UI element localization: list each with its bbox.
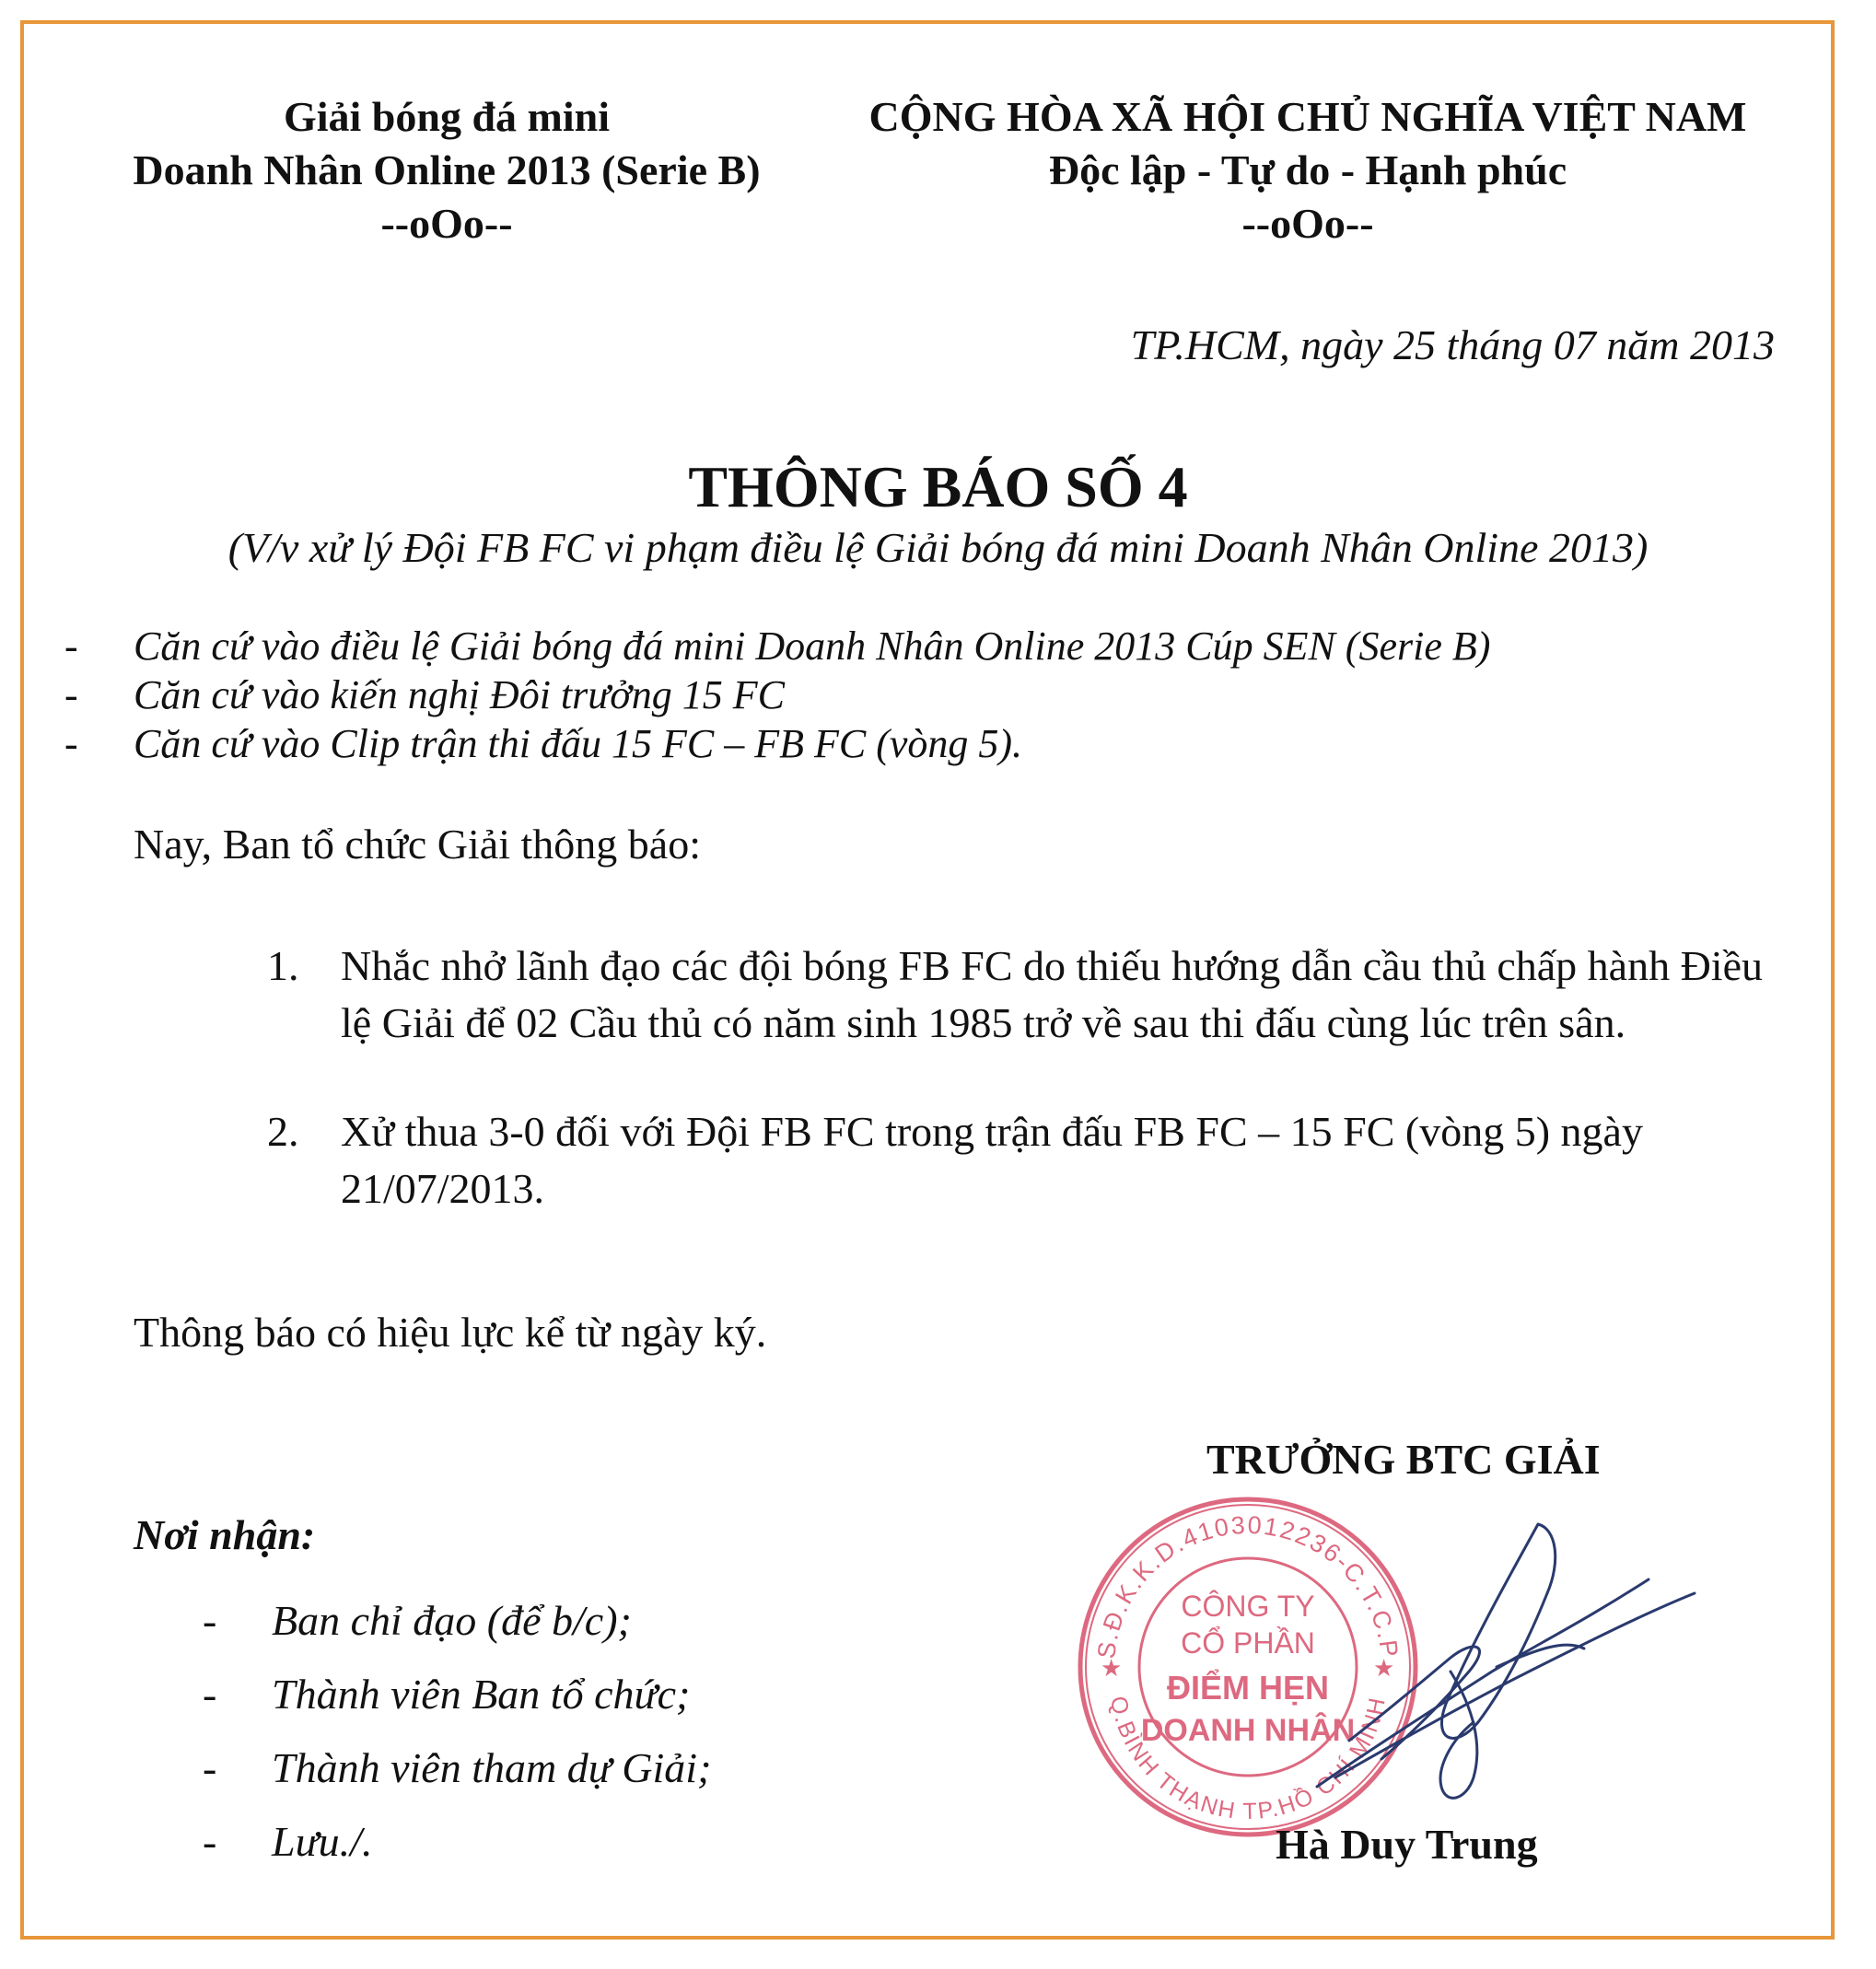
stamp-center-line: CỔ PHẦN [1181,1626,1315,1660]
effective-statement: Thông báo có hiệu lực kể từ ngày ký. [134,1309,767,1356]
national-header [810,90,1805,250]
national-motto: Độc lập - Tự do - Hạnh phúc [1048,146,1567,193]
list-dash: - [203,1744,217,1791]
legal-basis-text: Căn cứ vào điều lệ Giải bóng đá mini Doanh Nhân Online 2013 Cúp SEN (Serie B) [134,623,1491,669]
organizer-name: Giải bóng đá mini [283,93,611,140]
recipient-item [203,1584,711,1658]
document-title: THÔNG BÁO SỐ 4 [688,454,1188,519]
organizer-subtitle: Doanh Nhân Online 2013 (Serie B) [133,146,761,193]
legal-basis-item [64,719,1490,768]
document-subtitle: (V/v xử lý Đội FB FC vi phạm điều lệ Giải bóng đá mini Doanh Nhân Online 2013) [227,524,1649,571]
list-dash: - [64,672,78,717]
signer-name: Hà Duy Trung [1276,1821,1538,1868]
list-dash: - [203,1597,217,1644]
signer-title: TRƯỞNG BTC GIẢI [1206,1436,1601,1483]
legal-basis-item [64,670,1490,719]
stamp-ring-text: S.Đ.K.K.D.4103012236-C.T.C.P [1092,1510,1404,1660]
announcement-intro: Nay, Ban tổ chức Giải thông báo: [134,821,701,868]
handwritten-signature [1262,1510,1704,1814]
decision-text: Xử thua 3-0 đối với Đội FB FC trong trận đấu FB FC – 15 FC (vòng 5) ngày 21/07/2013. [341,1108,1643,1212]
recipient-item [203,1658,711,1731]
recipients-list [203,1584,711,1879]
decision-text: Nhắc nhở lãnh đạo các đội bóng FB FC do thiếu hướng dẫn cầu thủ chấp hành Điều lệ Giải để 02 Cầu thủ có năm sinh 1985 trở về sau thi đấu cùng lúc trên sân. [341,942,1763,1046]
stamp-center-line: CÔNG TY [1181,1590,1315,1623]
recipient-text: Thành viên tham dự Giải; [272,1744,712,1791]
legal-basis-text: Căn cứ vào kiến nghị Đôi trưởng 15 FC [134,672,785,717]
decision-number: 1. [267,942,299,989]
stamp-ring-bottom: Q.BÌNH THẠNH TP.HỒ CHÍ MINH [1104,1694,1392,1825]
recipient-item [203,1805,711,1879]
decision-item [267,938,1787,1052]
stamp-center-line: DOANH NHÂN [1140,1713,1356,1748]
list-dash: - [64,721,78,766]
stamp-star-left: ★ [1101,1655,1123,1683]
legal-basis-item [64,622,1490,670]
list-dash: - [203,1818,217,1865]
stamp-center-line: ĐIỂM HẸN [1166,1669,1330,1707]
decision-item [267,1103,1787,1218]
list-dash: - [203,1671,217,1718]
recipient-item [203,1731,711,1805]
organizer-header [87,90,806,250]
national-title: CỘNG HÒA XÃ HỘI CHỦ NGHĨA VIỆT NAM [868,93,1747,140]
legal-basis-list [64,622,1490,768]
recipient-text: Lưu./. [272,1818,373,1865]
document-date: TP.HCM, ngày 25 tháng 07 năm 2013 [1130,321,1775,368]
legal-basis-text: Căn cứ vào Clip trận thi đấu 15 FC – FB FC (vòng 5). [134,721,1023,766]
recipient-text: Thành viên Ban tổ chức; [272,1671,691,1718]
decision-number: 2. [267,1108,299,1155]
organizer-separator: --oOo-- [380,200,513,247]
list-dash: - [64,623,78,669]
national-separator: --oOo-- [1241,200,1374,247]
stamp-star-right: ★ [1373,1655,1395,1683]
recipient-text: Ban chỉ đạo (để b/c); [272,1597,632,1644]
recipients-heading: Nơi nhận: [134,1511,316,1558]
